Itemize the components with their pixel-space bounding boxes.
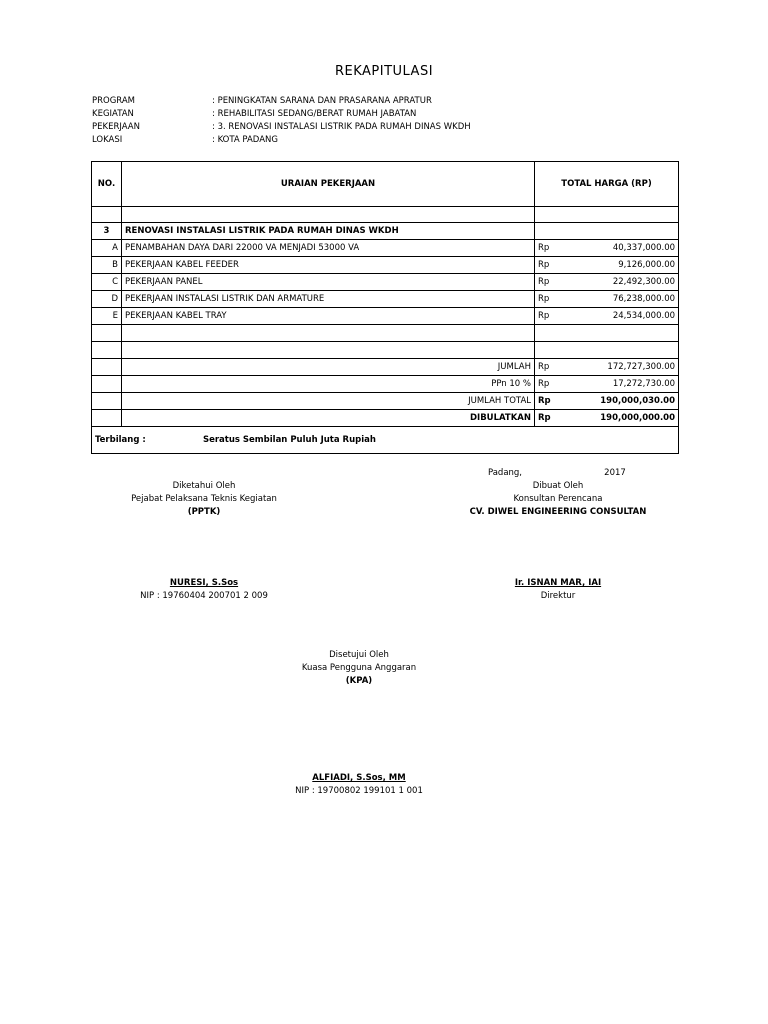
item-currency: Rp: [535, 308, 555, 325]
blank-cell: [122, 207, 535, 223]
summary-row-dibulatkan: [92, 410, 679, 427]
item-currency: Rp: [535, 240, 555, 257]
info-label: PROGRAM: [92, 96, 136, 106]
table-row: [92, 257, 679, 274]
center-line1: Disetujui Oleh: [329, 650, 389, 660]
item-code: C: [92, 274, 122, 291]
table-row: [92, 274, 679, 291]
terbilang-value: Seratus Sembilan Puluh Juta Rupiah: [202, 435, 376, 445]
center-signer-name: ALFIADI, S.Sos, MM: [312, 773, 406, 783]
item-desc: PEKERJAAN KABEL TRAY: [122, 308, 535, 325]
item-amount: 22,492,300.00: [555, 274, 679, 291]
summary-amount: 172,727,300.00: [555, 359, 679, 376]
center-signature-block: [259, 649, 459, 798]
rekap-table: [91, 161, 679, 454]
right-line2: Konsultan Perencana: [513, 494, 603, 504]
signature-space: [438, 519, 678, 577]
info-label: KEGIATAN: [92, 109, 134, 119]
left-line3: (PPTK): [187, 507, 221, 517]
center-signer-nip: NIP : 19700802 199101 1 001: [295, 786, 423, 796]
section-no: 3: [92, 223, 122, 240]
center-line2: Kuasa Pengguna Anggaran: [301, 663, 417, 673]
right-signer-role: Direktur: [540, 591, 576, 601]
header-uraian: URAIAN PEKERJAAN: [122, 162, 535, 207]
summary-label: JUMLAH TOTAL: [122, 393, 535, 410]
info-row-lokasi: [0, 134, 768, 147]
summary-row-ppn: [92, 376, 679, 393]
item-desc: PEKERJAAN KABEL FEEDER: [122, 257, 535, 274]
table-row: [92, 291, 679, 308]
blank-cell: [535, 207, 679, 223]
info-label: LOKASI: [92, 135, 123, 145]
terbilang-cell: [92, 427, 679, 454]
header-total: TOTAL HARGA (RP): [535, 162, 679, 207]
item-code: E: [92, 308, 122, 325]
blank-cell: [92, 410, 122, 427]
item-code: A: [92, 240, 122, 257]
left-signer-name: NURESI, S.Sos: [169, 578, 239, 588]
summary-amount: 17,272,730.00: [555, 376, 679, 393]
item-desc: PENAMBAHAN DAYA DARI 22000 VA MENJADI 53000 VA: [122, 240, 535, 257]
left-signer-nip: NIP : 19760404 200701 2 009: [140, 591, 268, 601]
summary-row-jumlah-total: [92, 393, 679, 410]
left-signature-block: [104, 480, 304, 603]
summary-currency: Rp: [535, 410, 555, 427]
right-signer-name: Ir. ISNAN MAR, IAI: [514, 578, 602, 588]
terbilang-label: Terbilang :: [95, 435, 146, 445]
terbilang-row: [92, 427, 679, 454]
center-line3: (KPA): [345, 676, 373, 686]
item-code: D: [92, 291, 122, 308]
signature-space: [104, 519, 304, 577]
left-line1: Diketahui Oleh: [172, 481, 236, 491]
blank-cell: [535, 223, 679, 240]
summary-amount: 190,000,000.00: [555, 410, 679, 427]
summary-currency: Rp: [535, 393, 555, 410]
summary-amount: 190,000,030.00: [555, 393, 679, 410]
right-signature-block: [438, 480, 678, 603]
year-text: 2017: [604, 468, 626, 478]
section-row: [92, 223, 679, 240]
right-line3: CV. DIWEL ENGINEERING CONSULTAN: [469, 507, 647, 517]
summary-currency: Rp: [535, 376, 555, 393]
section-title: RENOVASI INSTALASI LISTRIK PADA RUMAH DINAS WKDH: [122, 223, 535, 240]
blank-cell: [92, 359, 122, 376]
signature-space: [259, 688, 459, 772]
left-line2: Pejabat Pelaksana Teknis Kegiatan: [131, 494, 277, 504]
blank-row: [92, 325, 679, 342]
place-text: Padang,: [487, 468, 523, 478]
item-amount: 76,238,000.00: [555, 291, 679, 308]
info-label: PEKERJAAN: [92, 122, 140, 132]
info-block: [0, 95, 768, 151]
item-desc: PEKERJAAN INSTALASI LISTRIK DAN ARMATURE: [122, 291, 535, 308]
blank-cell: [92, 376, 122, 393]
item-amount: 24,534,000.00: [555, 308, 679, 325]
blank-cell: [92, 393, 122, 410]
item-amount: 40,337,000.00: [555, 240, 679, 257]
summary-label: DIBULATKAN: [122, 410, 535, 427]
item-currency: Rp: [535, 291, 555, 308]
info-row-program: [0, 95, 768, 108]
info-value: : KOTA PADANG: [212, 135, 278, 145]
blank-cell: [535, 325, 679, 342]
blank-cell: [92, 342, 122, 359]
blank-cell: [92, 207, 122, 223]
blank-cell: [535, 342, 679, 359]
blank-row: [92, 342, 679, 359]
summary-label: PPn 10 %: [122, 376, 535, 393]
summary-label: JUMLAH: [122, 359, 535, 376]
info-value: : PENINGKATAN SARANA DAN PRASARANA APRATUR: [212, 96, 432, 106]
table-row: [92, 240, 679, 257]
info-value: : 3. RENOVASI INSTALASI LISTRIK PADA RUMAH DINAS WKDH: [212, 122, 471, 132]
blank-row: [92, 207, 679, 223]
summary-row-jumlah: [92, 359, 679, 376]
item-desc: PEKERJAAN PANEL: [122, 274, 535, 291]
table-header-row: [92, 162, 679, 207]
info-row-kegiatan: [0, 108, 768, 121]
blank-cell: [122, 342, 535, 359]
item-amount: 9,126,000.00: [555, 257, 679, 274]
header-no: NO.: [92, 162, 122, 207]
table-row: [92, 308, 679, 325]
blank-cell: [122, 325, 535, 342]
blank-cell: [92, 325, 122, 342]
document-title: REKAPITULASI: [334, 64, 434, 79]
right-line1: Dibuat Oleh: [532, 481, 584, 491]
info-row-pekerjaan: [0, 121, 768, 134]
info-value: : REHABILITASI SEDANG/BERAT RUMAH JABATAN: [212, 109, 417, 119]
item-currency: Rp: [535, 274, 555, 291]
summary-currency: Rp: [535, 359, 555, 376]
item-code: B: [92, 257, 122, 274]
item-currency: Rp: [535, 257, 555, 274]
